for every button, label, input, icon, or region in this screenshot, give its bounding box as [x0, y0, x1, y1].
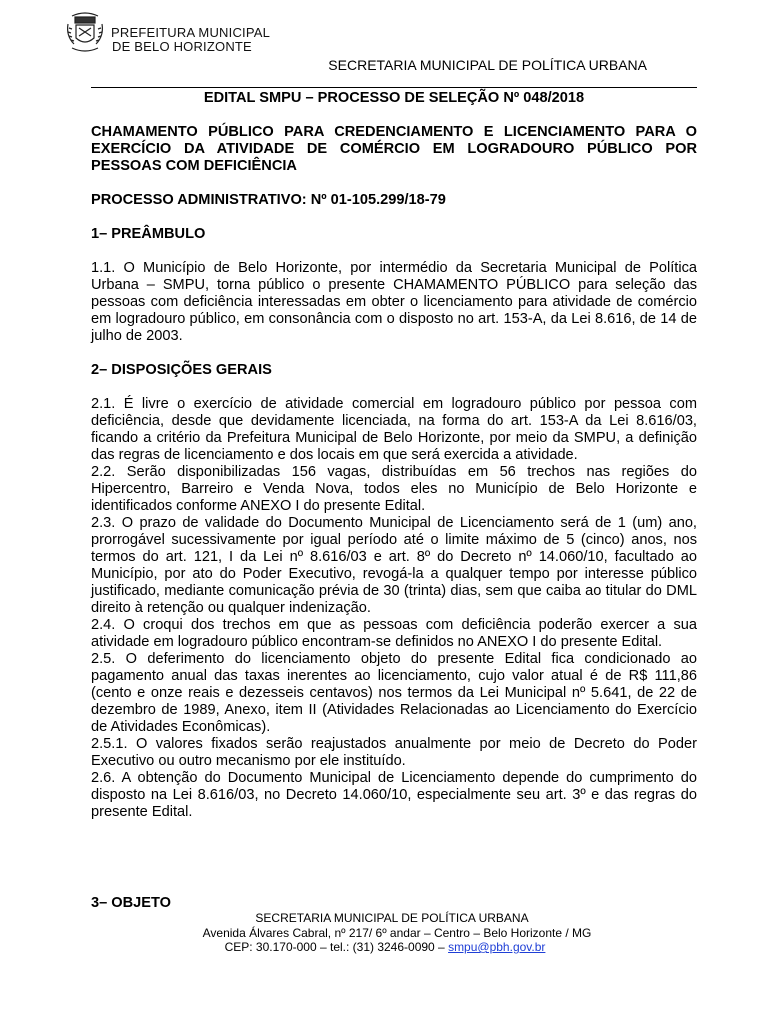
- section-1-title: 1– PREÂMBULO: [91, 226, 206, 242]
- email-link[interactable]: smpu@pbh.gov.br: [448, 940, 546, 954]
- header-divider: [91, 87, 697, 88]
- paragraph-2-1: 2.1. É livre o exercício de atividade comercial em logradouro público por pessoa com deficiência, desde que devidamente licenciada, na forma do art. 153-A da Lei 8.616/03, ficando a critério da Prefeitura Municipal de Belo Horizonte, por meio da SMPU, a definição das regras de licenciamento e dos locais em que será exercida a atividade.: [91, 396, 697, 463]
- paragraph-2-2: 2.2. Serão disponibilizadas 156 vagas, distribuídas em 56 trechos nas regiões do Hipercentro, Barreiro e Venda Nova, todos eles no Município de Belo Horizonte e identificados conforme ANEXO I do presente Edital.: [91, 464, 697, 514]
- section-2-title: 2– DISPOSIÇÕES GERAIS: [91, 362, 272, 378]
- paragraph-1-1: 1.1. O Município de Belo Horizonte, por intermédio da Secretaria Municipal de Política Urbana – SMPU, torna público o presente CHAMAMENTO PÚBLICO para seleção das pessoas com deficiência interessadas em obter o licenciamento para atividade de comércio em logradouro público, em consonância com o disposto no art. 153-A, da Lei 8.616, de 14 de julho de 2003.: [91, 260, 697, 344]
- footer-cep-phone: CEP: 30.170-000 – tel.: (31) 3246-0090 –: [224, 940, 449, 954]
- page-footer: [0, 911, 770, 955]
- paragraph-2-4: 2.4. O croqui dos trechos em que as pessoas com deficiência poderão exercer a sua atividade em logradouro público encontram-se definidos no ANEXO I do presente Edital.: [91, 617, 697, 650]
- footer-address: Avenida Álvares Cabral, nº 217/ 6º andar – Centro – Belo Horizonte / MG: [202, 925, 592, 940]
- footer-secretaria: SECRETARIA MUNICIPAL DE POLÍTICA URBANA: [255, 911, 529, 925]
- processo-administrativo: PROCESSO ADMINISTRATIVO: Nº 01-105.299/18-79: [91, 192, 446, 208]
- edital-title: EDITAL SMPU – PROCESSO DE SELEÇÃO Nº 048/2018: [203, 90, 585, 106]
- header-secretaria: SECRETARIA MUNICIPAL DE POLÍTICA URBANA: [328, 57, 647, 73]
- paragraph-2-3: 2.3. O prazo de validade do Documento Municipal de Licenciamento será de 1 (um) ano, prorrogável sucessivamente por igual período até o limite máximo de 5 (cinco) anos, nos termos do art. 121, I da Lei nº 8.616/03 e art. 8º do Decreto nº 14.060/10, facultado ao Município, por ato do Poder Executivo, revogá-la a qualquer tempo por interesse público justificado, mediante comunicação prévia de 30 (trinta) dias, sem que caiba ao titular do DML direito à retenção ou qualquer indenização.: [91, 515, 697, 616]
- paragraph-2-6: 2.6. A obtenção do Documento Municipal de Licenciamento depende do cumprimento do disposto na Lei 8.616/03, no Decreto 14.060/10, especialmente seu art. 3º e das regras do presente Edital.: [91, 770, 697, 820]
- paragraph-2-5-1: 2.5.1. O valores fixados serão reajustados anualmente por meio de Decreto do Poder Executivo ou outro mecanismo por ele instituído.: [91, 736, 697, 769]
- footer-contact: [0, 940, 770, 955]
- coat-of-arms-icon: [64, 10, 106, 58]
- document-body: [91, 90, 697, 821]
- logo-line-2: DE BELO HORIZONTE: [112, 39, 252, 54]
- pbh-logo: [64, 10, 271, 60]
- section-3-title: 3– OBJETO: [91, 895, 172, 911]
- chamamento-heading: CHAMAMENTO PÚBLICO PARA CREDENCIAMENTO E LICENCIAMENTO PARA O EXERCÍCIO DA ATIVIDADE DE COMÉRCIO EM LOGRADOURO PÚBLICO POR PESSOAS COM DEFICIÊNCIA: [91, 124, 697, 174]
- logo-wordmark: [111, 26, 270, 54]
- paragraph-2-5: 2.5. O deferimento do licenciamento objeto do presente Edital fica condicionado ao pagamento anual das taxas inerentes ao licenciamento, cujo valor atual é de R$ 111,86 (cento e onze reais e dezesseis centavos) nos termos da Lei Municipal nº 5.641, de 22 de dezembro de 1989, Anexo, item II (Atividades Relacionadas ao Licenciamento do Exercício de Atividades Econômicas).: [91, 651, 697, 735]
- logo-line-1: PREFEITURA MUNICIPAL: [111, 25, 271, 40]
